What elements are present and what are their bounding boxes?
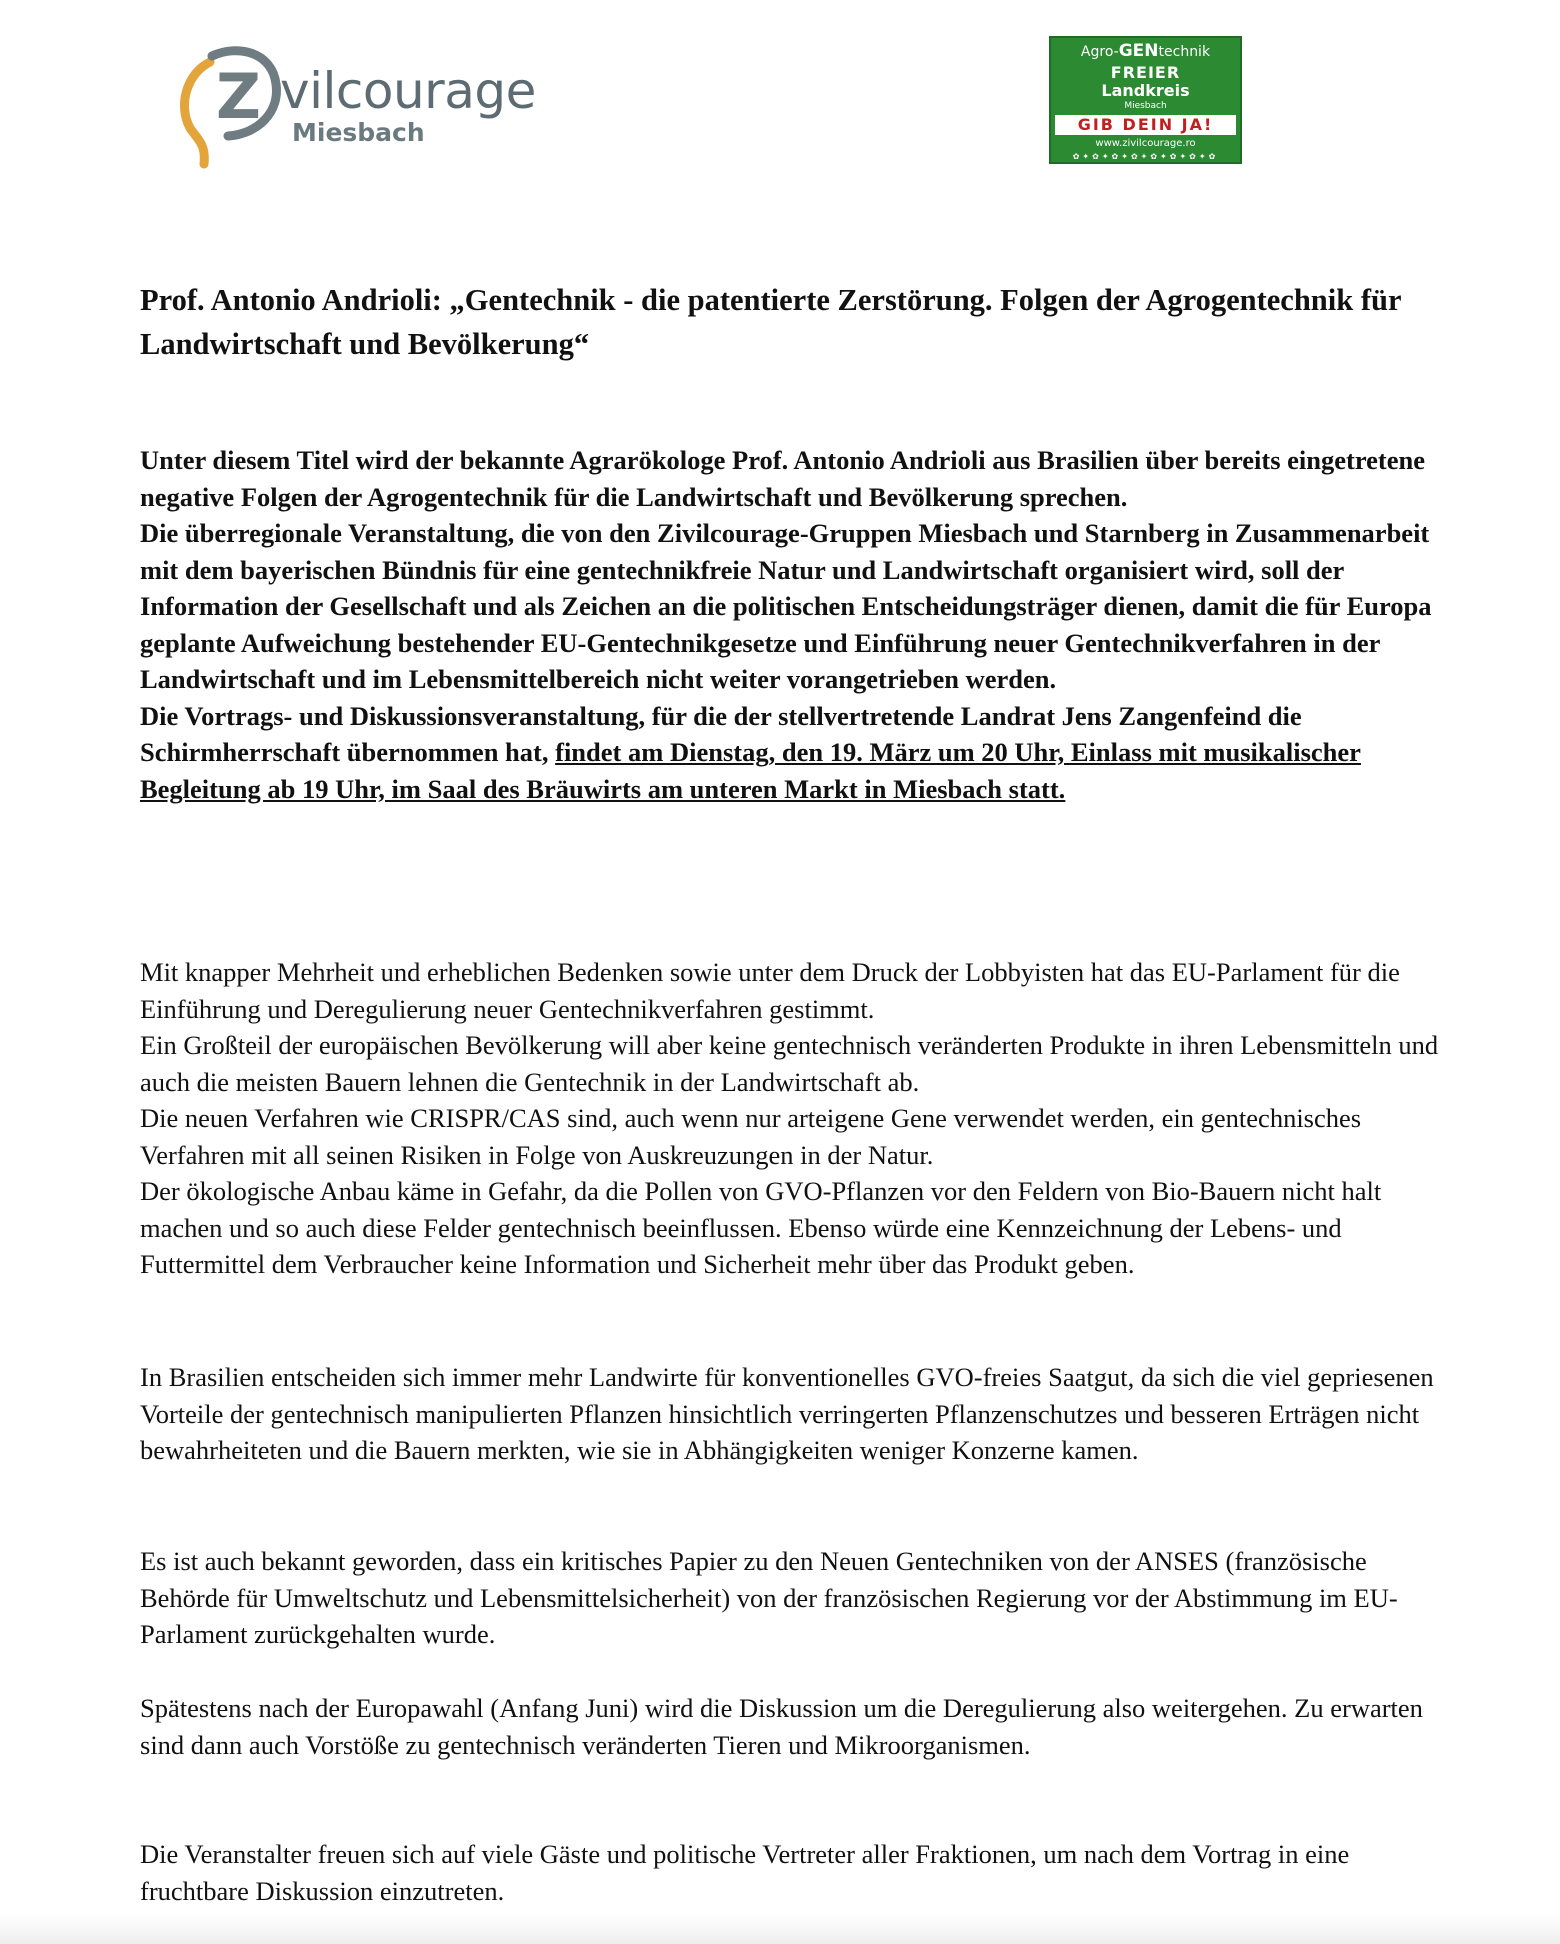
gmo-free-badge — [1049, 36, 1242, 164]
badge-top-line: Agro-GENtechnik — [1080, 41, 1211, 61]
logo-wordmark: vilcourage — [280, 62, 536, 120]
event-details: findet am Dienstag, den 19. März um 20 Uhr, Einlass mit musikalischer Begleitung ab 19 Uhr, im Saal des Bräuwirts am unteren Markt in Miesbach statt. — [140, 737, 1361, 804]
paragraph-line: Ein Großteil der europäischen Bevölkerung will aber keine gentechnisch veränderten Produkte in ihren Lebensmitteln und auch die meisten Bauern lehnen die Gentechnik in der Landwirtschaft ab. — [140, 1030, 1439, 1097]
intro-paragraph-2: Die überregionale Veranstaltung, die von den Zivilcourage-Gruppen Miesbach und Starnberg in Zusammenarbeit mit dem bayerischen Bündnis für eine gentechnikfreie Natur und Landwirtschaft organisiert wird, soll der Information der Gesellschaft und als Zeichen an die politischen Entscheidungsträger dienen, damit die für Europa geplante Aufweichung bestehender EU-Gentechnikgesetze und Einführung neuer Gentechnikverfahren in der Landwirtschaft und im Lebensmittelbereich nicht weiter vorangetrieben werden. — [140, 518, 1432, 694]
badge-decorative-icons: ✿✦✿✦✿✦✿✦✿✦✿✦✿✦✿ — [1072, 152, 1219, 161]
paragraph-europawahl: Spätestens nach der Europawahl (Anfang Juni) wird die Diskussion um die Deregulierung also weitergehen. Zu erwarten sind dann auch Vorstöße zu gentechnisch veränderten Tieren und Mikroorganismen. — [140, 1693, 1423, 1760]
article-intro — [140, 442, 1440, 807]
logo-initial: Z — [216, 60, 261, 133]
paragraph-closing: Die Veranstalter freuen sich auf viele Gäste und politische Vertreter aller Fraktionen, um nach dem Vortrag in eine fruchtbare Diskussion einzutreten. — [140, 1839, 1350, 1906]
paragraph-line: Mit knapper Mehrheit und erheblichen Bedenken sowie unter dem Druck der Lobbyisten hat das EU-Parlament für die Einführung und Deregulierung neuer Gentechnikverfahren gestimmt. — [140, 957, 1400, 1024]
badge-line-2: FREIER — [1110, 63, 1181, 82]
intro-paragraph-3-text: Die Vortrags- und Diskussionsveranstaltung, für die der stellvertretende Landrat Jens Zangenfeind die Schirmherrschaft übernommen hat, — [140, 700, 1302, 767]
intro-paragraph-1: Unter diesem Titel wird der bekannte Agrarökologe Prof. Antonio Andrioli aus Brasilien über bereits eingetretene negative Folgen der Agrogentechnik für die Landwirtschaft und Bevölkerung sprechen. — [140, 445, 1425, 512]
zivilcourage-z-emblem-icon — [168, 40, 288, 170]
page-bottom-shadow — [0, 1914, 1560, 1944]
badge-line-3: Landkreis — [1101, 81, 1190, 100]
article-title: Prof. Antonio Andrioli: „Gentechnik - die patentierte Zerstörung. Folgen der Agrogentechnik für Landwirtschaft und Bevölkerung“ — [140, 283, 1401, 361]
paragraph-line: Der ökologische Anbau käme in Gefahr, da die Pollen von GVO-Pflanzen vor den Feldern von Bio-Bauern nicht halt machen und so auch diese Felder gentechnisch beeinflussen. Ebenso würde eine Kennzeichnung der Lebens- und Futtermittel dem Verbraucher keine Information und Sicherheit mehr über das Produkt geben. — [140, 1176, 1382, 1279]
badge-url: www.zivilcourage.ro — [1095, 138, 1196, 149]
paragraph-brazil: In Brasilien entscheiden sich immer mehr Landwirte für konventionelles GVO-freies Saatgut, da sich die viel gepriesenen Vorteile der gentechnisch manipulierten Pflanzen hinsichtlich verringerten Pflanzenschutzes und besseren Erträgen nicht bewahrheiteten und die Bauern merkten, wie sie in Abhängigkeiten weniger Konzerne kamen. — [140, 1362, 1434, 1465]
logo-location: Miesbach — [292, 118, 425, 147]
zivilcourage-logo — [168, 40, 536, 170]
badge-slogan: GIB DEIN JA! — [1055, 115, 1236, 135]
paragraph-block-1 — [140, 954, 1440, 1283]
intro-paragraph-3 — [140, 698, 1440, 808]
paragraph-anses: Es ist auch bekannt geworden, dass ein kritisches Papier zu den Neuen Gentechniken von der ANSES (französische Behörde für Umweltschutz und Lebensmittelsicherheit) von der französischen Regierung vor der Abstimmung im EU-Parlament zurückgehalten wurde. — [140, 1546, 1398, 1649]
badge-line-4: Miesbach — [1124, 101, 1167, 111]
paragraph-line: Die neuen Verfahren wie CRISPR/CAS sind, auch wenn nur arteigene Gene verwendet werden, ein gentechnisches Verfahren mit all seinen Risiken in Folge von Auskreuzungen in der Natur. — [140, 1103, 1362, 1170]
